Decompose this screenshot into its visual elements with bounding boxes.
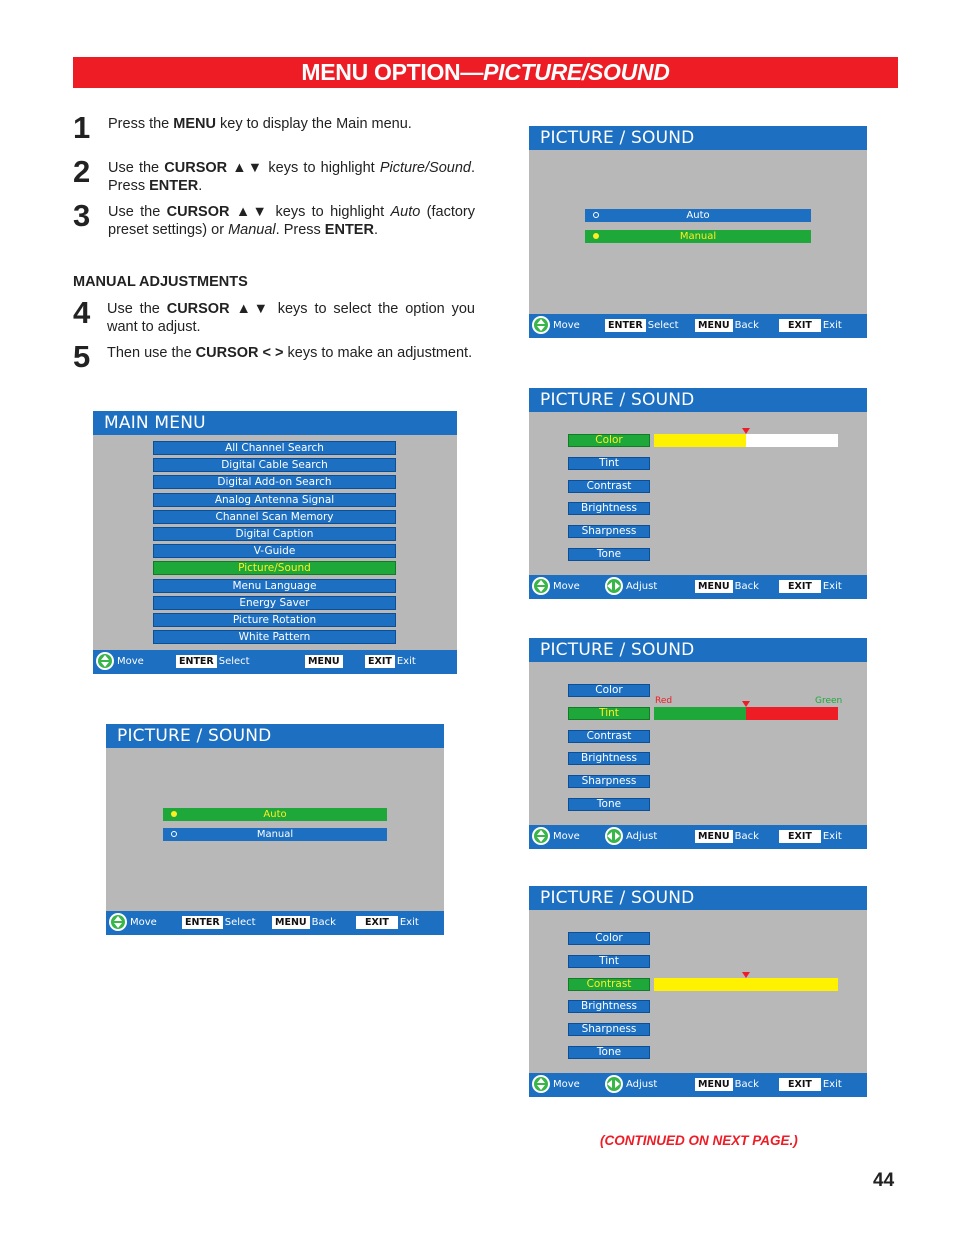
footer-exit-label: Exit xyxy=(396,656,416,667)
exit-key: EXIT xyxy=(356,916,398,929)
enter-key: ENTER xyxy=(182,916,223,929)
adjust-item-tone[interactable]: Tone xyxy=(568,548,650,561)
screen-title: PICTURE / SOUND xyxy=(529,388,867,412)
footer-move-label: Move xyxy=(553,320,580,331)
step-number: 1 xyxy=(73,110,91,145)
main-menu-item[interactable]: Picture/Sound xyxy=(153,561,396,575)
menu-key: MENU xyxy=(695,830,733,843)
adjust-item-tint[interactable]: Tint xyxy=(568,707,650,720)
unselected-dot-icon xyxy=(171,831,177,837)
main-menu-item[interactable]: White Pattern xyxy=(153,630,396,644)
move-icon xyxy=(532,827,550,845)
adjust-item-color[interactable]: Color xyxy=(568,932,650,945)
step-text: Use the CURSOR ▲▼ keys to highlight Picture/Sound. Press ENTER. xyxy=(108,160,475,194)
adjust-item-brightness[interactable]: Brightness xyxy=(568,1000,650,1013)
footer-exit-label: Exit xyxy=(822,1079,842,1090)
main-menu-item[interactable]: Menu Language xyxy=(153,579,396,593)
footer-select-label: Select xyxy=(224,917,256,928)
adjust-icon xyxy=(605,577,623,595)
adjust-item-sharpness[interactable]: Sharpness xyxy=(568,1023,650,1036)
adjust-item-sharpness[interactable]: Sharpness xyxy=(568,775,650,788)
main-menu-footer xyxy=(93,650,457,674)
adjust-item-color[interactable]: Color xyxy=(568,684,650,697)
adjust-icon xyxy=(605,1075,623,1093)
footer-back-label: Back xyxy=(734,320,759,331)
picture-sound-color-screen xyxy=(529,388,867,599)
move-icon xyxy=(532,577,550,595)
menu-key: MENU xyxy=(305,655,343,668)
step-text: Use the CURSOR ▲▼ keys to select the option you want to adjust. xyxy=(107,301,475,335)
picture-sound-manual-screen xyxy=(529,126,867,338)
color-level-marker xyxy=(742,428,750,434)
enter-key: ENTER xyxy=(176,655,217,668)
screen-title: PICTURE / SOUND xyxy=(106,724,444,748)
main-menu-screen xyxy=(93,411,457,674)
menu-key: MENU xyxy=(695,580,733,593)
main-menu-item[interactable]: All Channel Search xyxy=(153,441,396,455)
section-title: MANUAL ADJUSTMENTS xyxy=(73,274,248,290)
main-menu-item[interactable]: Digital Caption xyxy=(153,527,396,541)
footer-move-label: Move xyxy=(130,917,157,928)
contrast-level-bar-fill xyxy=(654,978,838,991)
footer-move-label: Move xyxy=(553,1079,580,1090)
adjust-item-contrast[interactable]: Contrast xyxy=(568,480,650,493)
screen-title: PICTURE / SOUND xyxy=(529,126,867,150)
footer-exit-label: Exit xyxy=(822,320,842,331)
adjust-item-tone[interactable]: Tone xyxy=(568,1046,650,1059)
footer-back-label: Back xyxy=(734,831,759,842)
adjust-item-brightness[interactable]: Brightness xyxy=(568,752,650,765)
manual-option: Manual xyxy=(163,828,387,841)
footer-adjust-label: Adjust xyxy=(626,831,658,842)
adjust-item-brightness[interactable]: Brightness xyxy=(568,502,650,515)
step-number: 3 xyxy=(73,198,91,233)
auto-option: Auto xyxy=(585,209,811,222)
auto-option: Auto xyxy=(163,808,387,821)
menu-key: MENU xyxy=(695,1078,733,1091)
main-menu-item[interactable]: Energy Saver xyxy=(153,596,396,610)
header-title-plain: MENU OPTION— xyxy=(301,59,484,85)
continued-note: (CONTINUED ON NEXT PAGE.) xyxy=(600,1133,798,1148)
exit-key: EXIT xyxy=(779,830,821,843)
exit-key: EXIT xyxy=(779,319,821,332)
screen-title: PICTURE / SOUND xyxy=(529,638,867,662)
screen-footer xyxy=(529,825,867,849)
footer-back-label: Back xyxy=(311,917,336,928)
move-icon xyxy=(532,1075,550,1093)
main-menu-item[interactable]: Picture Rotation xyxy=(153,613,396,627)
footer-back-label: Back xyxy=(734,581,759,592)
adjust-icon xyxy=(605,827,623,845)
page-number: 44 xyxy=(873,1170,895,1191)
adjust-item-tint[interactable]: Tint xyxy=(568,955,650,968)
menu-key: MENU xyxy=(272,916,310,929)
tint-red-label: Red xyxy=(655,696,673,706)
color-level-bar-fill xyxy=(654,434,746,447)
footer-exit-label: Exit xyxy=(822,581,842,592)
tint-bar-fill xyxy=(654,707,746,720)
footer-back-label: Back xyxy=(734,1079,759,1090)
main-menu-item[interactable]: Digital Cable Search xyxy=(153,458,396,472)
adjust-item-tint[interactable]: Tint xyxy=(568,457,650,470)
adjust-item-color[interactable]: Color xyxy=(568,434,650,447)
picture-sound-auto-screen xyxy=(106,724,444,935)
step-number: 2 xyxy=(73,154,91,189)
footer-move-label: Move xyxy=(553,581,580,592)
main-menu-item[interactable]: V-Guide xyxy=(153,544,396,558)
picture-sound-tint-screen xyxy=(529,638,867,849)
tint-level-marker xyxy=(742,701,750,707)
step-text: Press the MENU key to display the Main menu. xyxy=(108,116,412,132)
unselected-dot-icon xyxy=(593,212,599,218)
footer-exit-label: Exit xyxy=(399,917,419,928)
move-icon xyxy=(109,913,127,931)
footer-adjust-label: Adjust xyxy=(626,581,658,592)
main-menu-item[interactable]: Digital Add-on Search xyxy=(153,475,396,489)
footer-move-label: Move xyxy=(553,831,580,842)
contrast-level-marker xyxy=(742,972,750,978)
screen-footer xyxy=(106,911,444,935)
main-menu-item[interactable]: Analog Antenna Signal xyxy=(153,493,396,507)
exit-key: EXIT xyxy=(365,655,395,668)
footer-adjust-label: Adjust xyxy=(626,1079,658,1090)
menu-key: MENU xyxy=(695,319,733,332)
move-icon xyxy=(96,652,114,670)
tint-green-label: Green xyxy=(815,696,843,706)
exit-key: EXIT xyxy=(779,1078,821,1091)
screen-footer xyxy=(529,1073,867,1097)
picture-sound-contrast-screen xyxy=(529,886,867,1097)
page-header xyxy=(73,57,898,88)
step-number: 5 xyxy=(73,339,91,374)
adjust-item-contrast[interactable]: Contrast xyxy=(568,978,650,991)
exit-key: EXIT xyxy=(779,580,821,593)
selected-dot-icon xyxy=(593,233,599,239)
step-text: Then use the CURSOR < > keys to make an adjustment. xyxy=(107,345,473,361)
footer-move-label: Move xyxy=(117,656,144,667)
header-title-italic: PICTURE/SOUND xyxy=(483,59,670,85)
main-menu-title: MAIN MENU xyxy=(93,411,457,435)
manual-option: Manual xyxy=(585,230,811,243)
footer-select-label: Select xyxy=(647,320,679,331)
enter-key: ENTER xyxy=(605,319,646,332)
main-menu-item[interactable]: Channel Scan Memory xyxy=(153,510,396,524)
screen-footer xyxy=(529,575,867,599)
screen-title: PICTURE / SOUND xyxy=(529,886,867,910)
move-icon xyxy=(532,316,550,334)
adjust-item-contrast[interactable]: Contrast xyxy=(568,730,650,743)
footer-exit-label: Exit xyxy=(822,831,842,842)
selected-dot-icon xyxy=(171,811,177,817)
footer-select-label: Select xyxy=(218,656,250,667)
adjust-item-sharpness[interactable]: Sharpness xyxy=(568,525,650,538)
screen-footer xyxy=(529,314,867,338)
adjust-item-tone[interactable]: Tone xyxy=(568,798,650,811)
step-number: 4 xyxy=(73,295,91,330)
step-text: Use the CURSOR ▲▼ keys to highlight Auto (factory preset settings) or Manual. Press ENTER. xyxy=(108,204,475,238)
